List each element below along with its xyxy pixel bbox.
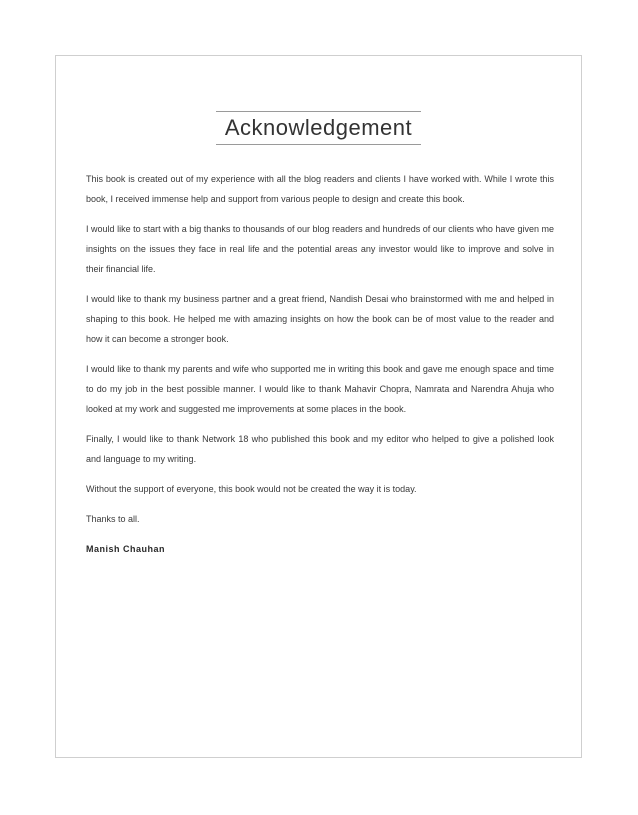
title-rule-box xyxy=(216,111,421,145)
paragraph: This book is created out of my experience with all the blog readers and clients I have worked with. While I wrote this book, I received immense help and support from various people to design and create this book. xyxy=(86,174,554,204)
paragraph: I would like to thank my parents and wife who supported me in writing this book and gave me enough space and time to do my job in the best possible manner. I would like to thank Mahavir Chopra, Namrata and Narendra Ahuja who looked at my work and suggested me improvements at some places in the book. xyxy=(86,364,554,414)
paragraph: I would like to start with a big thanks to thousands of our blog readers and hundreds of our clients who have given me insights on the issues they face in real life and the potential areas any investor would like to improve and solve in their financial life. xyxy=(86,224,554,274)
page-title: Acknowledgement xyxy=(224,115,413,140)
author-signature: Manish Chauhan xyxy=(86,544,166,554)
paragraph: I would like to thank my business partner and a great friend, Nandish Desai who brainstormed with me and helped in shaping to this book. He helped me with amazing insights on how the book can be of most value to the reader and how it can become a stronger book. xyxy=(86,294,554,344)
acknowledgement-body xyxy=(86,169,554,569)
paragraph: Finally, I would like to thank Network 18 who published this book and my editor who helped to give a polished look and language to my writing. xyxy=(86,434,554,464)
paragraph: Thanks to all. xyxy=(86,514,140,524)
paragraph: Without the support of everyone, this book would not be created the way it is today. xyxy=(86,484,417,494)
